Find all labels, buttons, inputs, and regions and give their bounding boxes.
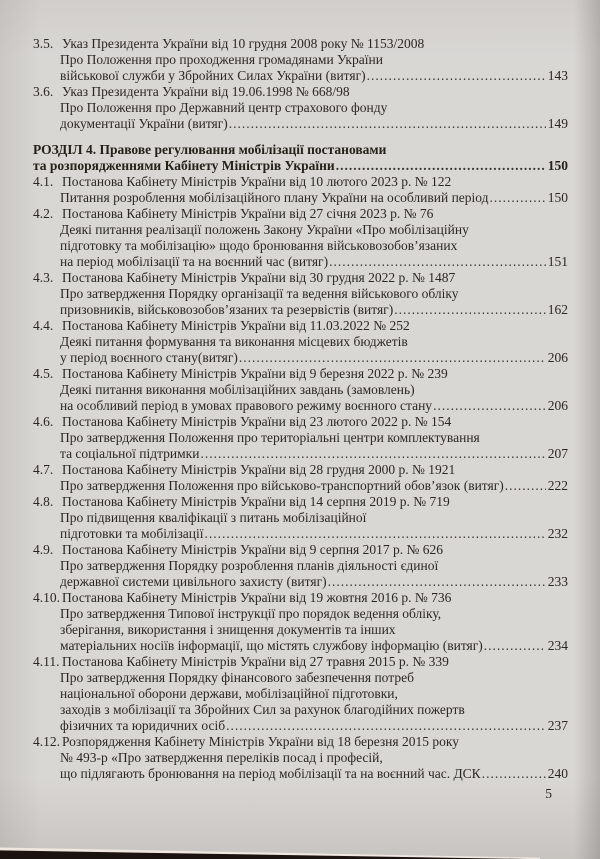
toc-line-text: Постанова Кабінету Міністрів України від 23 лютого 2022 р. № 154	[62, 414, 452, 429]
dot-leader	[394, 302, 546, 318]
toc-line	[33, 718, 568, 734]
dot-leader	[505, 478, 546, 494]
toc-line	[33, 206, 568, 222]
toc-line	[33, 270, 568, 286]
toc-line-text: Указ Президента України від 10 грудня 2008 року № 1153/2008	[62, 36, 425, 51]
toc-entry-number: 4.10.	[33, 590, 60, 605]
toc-line	[33, 574, 568, 590]
toc-line	[33, 606, 568, 622]
toc-line	[33, 174, 568, 190]
dot-leader	[484, 638, 546, 654]
toc-line	[33, 766, 568, 782]
toc-line	[33, 446, 568, 462]
toc-line-text: Про затвердження Порядку розроблення планів діяльності єдиної	[60, 558, 439, 573]
toc-line-text: Постанова Кабінету Міністрів України від 9 березня 2022 р. № 239	[62, 366, 448, 381]
toc-line-text: Про Положення про проходження громадянами України	[60, 52, 383, 67]
dot-leader	[490, 190, 546, 206]
toc-page-ref: 150	[547, 190, 568, 205]
toc-line-text: Деякі питання виконання мобілізаційних завдань (замовлень)	[60, 382, 415, 397]
toc-line	[33, 510, 568, 526]
toc-line-text: Розпорядження Кабінету Міністрів України від 18 березня 2015 року	[62, 734, 459, 749]
toc-line-text: Про Положення про Державний центр страхового фонду	[60, 100, 388, 115]
toc-line	[33, 84, 568, 100]
toc-entry	[33, 206, 568, 270]
toc-entry-number: 4.3.	[33, 270, 54, 285]
toc-line	[33, 142, 568, 158]
toc-entry-number: 4.12.	[33, 734, 60, 749]
toc-page-ref: 151	[547, 254, 568, 269]
toc-line-text: матеріальних носіїв інформації, що містять службову інформацію (витяг)	[60, 638, 483, 653]
toc-line-text: у період воєнного стану(витяг)	[60, 350, 238, 365]
dot-leader	[336, 158, 546, 174]
dot-leader	[200, 446, 545, 462]
toc-line	[33, 750, 568, 766]
toc-line-text: Про затвердження Порядку організації та ведення військового обліку	[60, 286, 459, 301]
dot-leader	[328, 574, 546, 590]
toc-line-text: Постанова Кабінету Міністрів України від 27 травня 2015 р. № 339	[62, 654, 449, 669]
dot-leader	[205, 526, 546, 542]
toc-line-text: Деякі питання реалізації положень Закону України «Про мобілізаційну	[60, 222, 469, 237]
toc-line-text: на особливий період в умовах правового режиму воєнного стану	[60, 398, 433, 413]
toc-line	[33, 302, 568, 318]
toc-line-text: державної системи цивільного захисту (витяг)	[60, 574, 327, 589]
toc-line	[33, 734, 568, 750]
toc-entry	[33, 542, 568, 590]
toc-section-heading	[33, 142, 568, 174]
toc-line	[33, 702, 568, 718]
toc-line-text: та розпорядженнями Кабінету Міністрів України	[33, 158, 335, 173]
toc-page-ref: 150	[547, 158, 568, 173]
toc-line-text: та соціальної підтримки	[60, 446, 200, 461]
toc-entry-number: 4.1.	[33, 174, 54, 189]
dot-leader	[329, 254, 546, 270]
toc-entry	[33, 654, 568, 734]
toc-line-text: Про затвердження Положення про військово-транспортний обов’язок (витяг)	[60, 478, 504, 493]
toc-line	[33, 52, 568, 68]
toc-entry-number: 4.11.	[33, 654, 60, 669]
toc-entry-number: 4.4.	[33, 318, 54, 333]
toc-line-text: Постанова Кабінету Міністрів України від 19 жовтня 2016 р. № 736	[62, 590, 452, 605]
toc-page-ref: 149	[547, 116, 568, 131]
toc-entry	[33, 174, 568, 206]
toc-entry	[33, 462, 568, 494]
toc-line	[33, 686, 568, 702]
toc-line	[33, 36, 568, 52]
toc-line	[33, 334, 568, 350]
dot-leader	[226, 718, 546, 734]
toc-page-ref: 240	[547, 766, 568, 781]
toc-line-text: національної оборони держави, мобілізаційної підготовки,	[60, 686, 398, 701]
toc-entry	[33, 734, 568, 782]
toc-page-ref: 207	[547, 446, 568, 461]
toc-line	[33, 366, 568, 382]
toc-line	[33, 158, 568, 174]
toc-line	[33, 116, 568, 132]
dot-leader	[239, 350, 546, 366]
toc-line	[33, 526, 568, 542]
toc-line-text: Постанова Кабінету Міністрів України від 9 серпня 2017 р. № 626	[62, 542, 444, 557]
toc-line	[33, 222, 568, 238]
toc-line-text: зберігання, використання і знищення документів та інших	[60, 622, 396, 637]
toc-line	[33, 398, 568, 414]
toc-entry-number: 4.7.	[33, 462, 54, 477]
toc-line-text: Про затвердження Типової інструкції про порядок ведення обліку,	[60, 606, 442, 621]
toc-page-ref: 222	[547, 478, 568, 493]
toc-line-text: на період мобілізації та на воєнний час (витяг)	[60, 254, 329, 269]
toc-entry	[33, 318, 568, 366]
toc-line	[33, 654, 568, 670]
dot-leader	[433, 398, 546, 414]
toc-entry	[33, 366, 568, 414]
page-number: 5	[545, 786, 552, 801]
dot-leader	[482, 766, 546, 782]
toc-line	[33, 542, 568, 558]
toc-line	[33, 494, 568, 510]
toc-entry	[33, 590, 568, 654]
toc-page-ref: 162	[547, 302, 568, 317]
toc-line	[33, 350, 568, 366]
toc-line-text: Постанова Кабінету Міністрів України від 30 грудня 2022 р. № 1487	[62, 270, 456, 285]
toc-line-text: РОЗДІЛ 4. Правове регулювання мобілізації постановами	[33, 142, 387, 157]
toc-page-ref: 234	[547, 638, 568, 653]
toc-line-text: Постанова Кабінету Міністрів України від 14 серпня 2019 р. № 719	[62, 494, 450, 509]
toc-line	[33, 286, 568, 302]
toc-page-ref: 143	[547, 68, 568, 83]
toc-page-ref: 237	[547, 718, 568, 733]
toc-entry-number: 3.6.	[33, 84, 54, 99]
toc-line-text: заходів з мобілізації та Збройних Сил за рахунок благодійних пожертв	[60, 702, 465, 717]
toc-line-text: військової служби у Збройних Силах України (витяг)	[60, 68, 366, 83]
toc-line-text: Питання розроблення мобілізаційного плану України на особливий період	[60, 190, 489, 205]
toc-line-text: Деякі питання формування та виконання місцевих бюджетів	[60, 334, 408, 349]
toc-line-text: документації України (витяг)	[60, 116, 228, 131]
toc-line	[33, 190, 568, 206]
toc-line-text: Постанова Кабінету Міністрів України від 10 лютого 2023 р. № 122	[62, 174, 452, 189]
toc-line-text: Постанова Кабінету Міністрів України від 11.03.2022 № 252	[62, 318, 410, 333]
toc-line-text: Указ Президента України від 19.06.1998 № 668/98	[62, 84, 350, 99]
toc-line-text: Про затвердження Порядку фінансового забезпечення потреб	[60, 670, 414, 685]
toc-list	[33, 36, 568, 782]
toc-line-text: підготовки та мобілізації	[60, 526, 204, 541]
toc-line-text: підготовку та мобілізацію» щодо бронювання військовозобов’язаних	[60, 238, 458, 253]
toc-line	[33, 318, 568, 334]
toc-page-ref: 206	[547, 398, 568, 413]
toc-line	[33, 558, 568, 574]
toc-line	[33, 462, 568, 478]
dot-leader	[229, 116, 546, 132]
toc-line	[33, 670, 568, 686]
toc-entry-number: 3.5.	[33, 36, 54, 51]
toc-entry-number: 4.8.	[33, 494, 54, 509]
toc-entry-number: 4.9.	[33, 542, 54, 557]
toc-line	[33, 68, 568, 84]
toc-line	[33, 238, 568, 254]
toc-line-text: призовників, військовозобов’язаних та резервістів (витяг)	[60, 302, 394, 317]
toc-page-ref: 232	[547, 526, 568, 541]
toc-line	[33, 638, 568, 654]
toc-line	[33, 382, 568, 398]
toc-line	[33, 430, 568, 446]
toc-entry	[33, 84, 568, 132]
toc-entry	[33, 270, 568, 318]
toc-line-text: Про затвердження Положення про територіальні центри комплектування	[60, 430, 480, 445]
toc-line-text: що підлягають бронювання на період мобілізації та на воєнний час. ДСК	[60, 766, 481, 781]
toc-line	[33, 414, 568, 430]
toc-entry-number: 4.6.	[33, 414, 54, 429]
toc-line-text: Постанова Кабінету Міністрів України від 27 січня 2023 р. № 76	[62, 206, 434, 221]
dot-leader	[367, 68, 546, 84]
toc-entry	[33, 36, 568, 84]
toc-entry-number: 4.5.	[33, 366, 54, 381]
toc-line	[33, 254, 568, 270]
toc-line	[33, 100, 568, 116]
toc-entry-number: 4.2.	[33, 206, 54, 221]
toc-page-ref: 206	[547, 350, 568, 365]
toc-page-ref: 233	[547, 574, 568, 589]
toc-line-text: Про підвищення кваліфікації з питань мобілізаційної	[60, 510, 367, 525]
toc-entry	[33, 414, 568, 462]
toc-line-text: Постанова Кабінету Міністрів України від 28 грудня 2000 р. № 1921	[62, 462, 456, 477]
toc-line	[33, 478, 568, 494]
toc-line	[33, 622, 568, 638]
toc-line-text: фізичних та юридичних осіб	[60, 718, 226, 733]
toc-line	[33, 590, 568, 606]
toc-entry	[33, 494, 568, 542]
toc-line-text: № 493-р «Про затвердження переліків посад і професій,	[60, 750, 383, 765]
